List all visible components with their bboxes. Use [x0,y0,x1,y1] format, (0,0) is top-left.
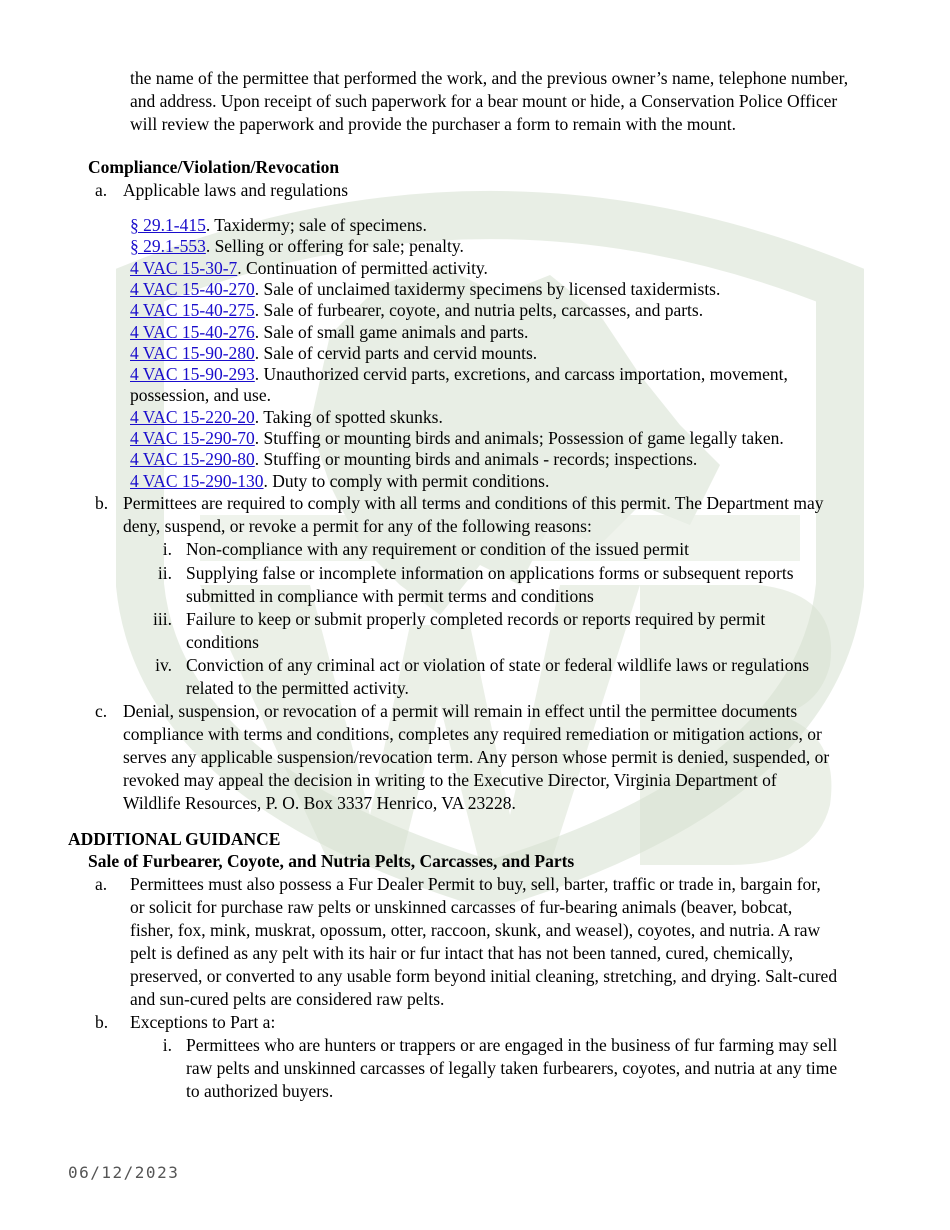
paragraph-line: Wildlife Resources, P. O. Box 3337 Henrico, VA 23228. [123,793,516,813]
reference-description: . Taking of spotted skunks. [254,406,443,427]
reason-line: Supplying false or incomplete information on applications forms or subsequent reports [186,563,794,583]
reference-link[interactable]: 4 VAC 15-40-276 [130,321,255,342]
reference-link[interactable]: 4 VAC 15-220-20 [130,406,255,427]
roman-numeral: i. [162,539,172,559]
reference-description-continued: possession, and use. [130,385,271,406]
paragraph-line: and sun-cured pelts are considered raw pelts. [130,989,445,1009]
paragraph-line: compliance with terms and conditions, completes any required remediation or mitigation actions, or [123,724,822,744]
intro-line: the name of the permittee that performed the work, and the previous owner’s name, telephone number, [130,68,849,88]
roman-numeral: i. [162,1035,172,1055]
list-label: b. [95,493,109,513]
reference-link[interactable]: § 29.1-415 [130,215,206,235]
paragraph-line: deny, suspend, or revoke a permit for any of the following reasons: [123,516,592,536]
reason-line: Failure to keep or submit properly completed records or reports required by permit [186,609,766,629]
reference-description: . Sale of unclaimed taxidermy specimens by licensed taxidermists. [254,278,721,299]
paragraph-line: serves any applicable suspension/revocation term. Any person whose permit is denied, suspended, or [123,747,830,767]
paragraph-line: Denial, suspension, or revocation of a permit will remain in effect until the permittee documents [123,701,798,721]
reference-item [130,257,488,280]
reference-description: . Stuffing or mounting birds and animals; Possession of game legally taken. [254,428,784,448]
exception-line: Permittees who are hunters or trappers or are engaged in the business of fur farming may sell [186,1035,838,1055]
reference-link[interactable]: 4 VAC 15-30-7 [130,257,238,278]
exception-line: raw pelts and unskinned carcasses of legally taken furbearers, coyotes, and nutria at any time [186,1058,838,1078]
reference-link[interactable]: 4 VAC 15-290-130 [130,470,264,491]
list-text: Applicable laws and regulations [123,180,349,200]
paragraph-line: Permittees must also possess a Fur Dealer Permit to buy, sell, barter, traffic or trade in, bargain for, [130,874,821,894]
reference-item [130,342,537,365]
reason-line: conditions [186,632,259,652]
reference-link[interactable]: 4 VAC 15-90-280 [130,342,255,363]
reference-link[interactable]: 4 VAC 15-290-70 [130,428,255,448]
paragraph-line: or solicit for purchase raw pelts or unskinned carcasses of fur-bearing animals (beaver, bobcat, [130,897,793,917]
reference-item [130,299,703,322]
reference-link[interactable]: 4 VAC 15-40-275 [130,300,255,321]
reason-line: Conviction of any criminal act or violation of state or federal wildlife laws or regulations [186,655,810,675]
list-label: b. [95,1012,109,1032]
intro-line: and address. Upon receipt of such paperwork for a bear mount or hide, a Conservation Police Officer [130,91,838,111]
reference-link[interactable]: 4 VAC 15-290-80 [130,449,255,470]
reference-item [130,278,720,301]
roman-numeral: iii. [153,609,172,629]
footer-date: 06/12/2023 [68,1163,180,1182]
reason-line: related to the permitted activity. [186,678,409,698]
paragraph-line: preserved, or converted to any usable form beyond initial cleaning, stretching, and drying. Salt-cured [130,966,838,986]
subsection-heading: Sale of Furbearer, Coyote, and Nutria Pelts, Carcasses, and Parts [88,851,575,871]
roman-numeral: iv. [155,655,172,675]
paragraph-line: fisher, fox, mink, muskrat, opossum, otter, raccoon, skunk, and weasel), coyotes, and nutria. A raw [130,920,821,940]
reference-item [130,235,464,258]
reference-item [130,427,784,450]
section-heading-additional-guidance: ADDITIONAL GUIDANCE [68,829,281,849]
paragraph-line: Permittees are required to comply with all terms and conditions of this permit. The Department may [123,493,824,513]
reference-link[interactable]: 4 VAC 15-90-293 [130,364,255,385]
reference-item [130,406,443,429]
list-label: a. [95,180,108,200]
reference-item [130,363,788,386]
list-label: c. [95,701,108,721]
reason-line: submitted in compliance with permit terms and conditions [186,586,594,606]
intro-line: will review the paperwork and provide the purchaser a form to remain with the mount. [130,114,736,134]
reference-description: . Selling or offering for sale; penalty. [205,236,464,257]
paragraph-line: pelt is defined as any pelt with its hair or fur intact that has not been tanned, cured, chemically, [130,943,794,963]
list-text: Exceptions to Part a: [130,1012,276,1032]
exception-line: to authorized buyers. [186,1081,334,1101]
reference-link[interactable]: 4 VAC 15-40-270 [130,278,255,299]
reference-description: . Sale of cervid parts and cervid mounts. [254,342,538,363]
reference-item [130,448,697,471]
paragraph-line: revoked may appeal the decision in writing to the Executive Director, Virginia Department of [123,770,777,790]
section-heading-compliance: Compliance/Violation/Revocation [88,157,340,177]
reference-description: . Sale of furbearer, coyote, and nutria pelts, carcasses, and parts. [254,300,704,321]
reason-line: Non-compliance with any requirement or condition of the issued permit [186,539,689,559]
reference-item [130,214,427,237]
reference-description: . Duty to comply with permit conditions. [263,470,550,491]
reference-link[interactable]: § 29.1-553 [130,236,206,257]
reference-item [130,470,549,493]
reference-description: . Sale of small game animals and parts. [254,321,529,342]
reference-item [130,321,528,344]
reference-description: . Stuffing or mounting birds and animals - records; inspections. [254,449,698,470]
roman-numeral: ii. [157,563,172,583]
reference-description: . Continuation of permitted activity. [237,257,488,278]
reference-description: . Taxidermy; sale of specimens. [205,215,427,235]
list-label: a. [95,874,108,894]
reference-description: . Unauthorized cervid parts, excretions, and carcass importation, movement, [254,364,788,385]
